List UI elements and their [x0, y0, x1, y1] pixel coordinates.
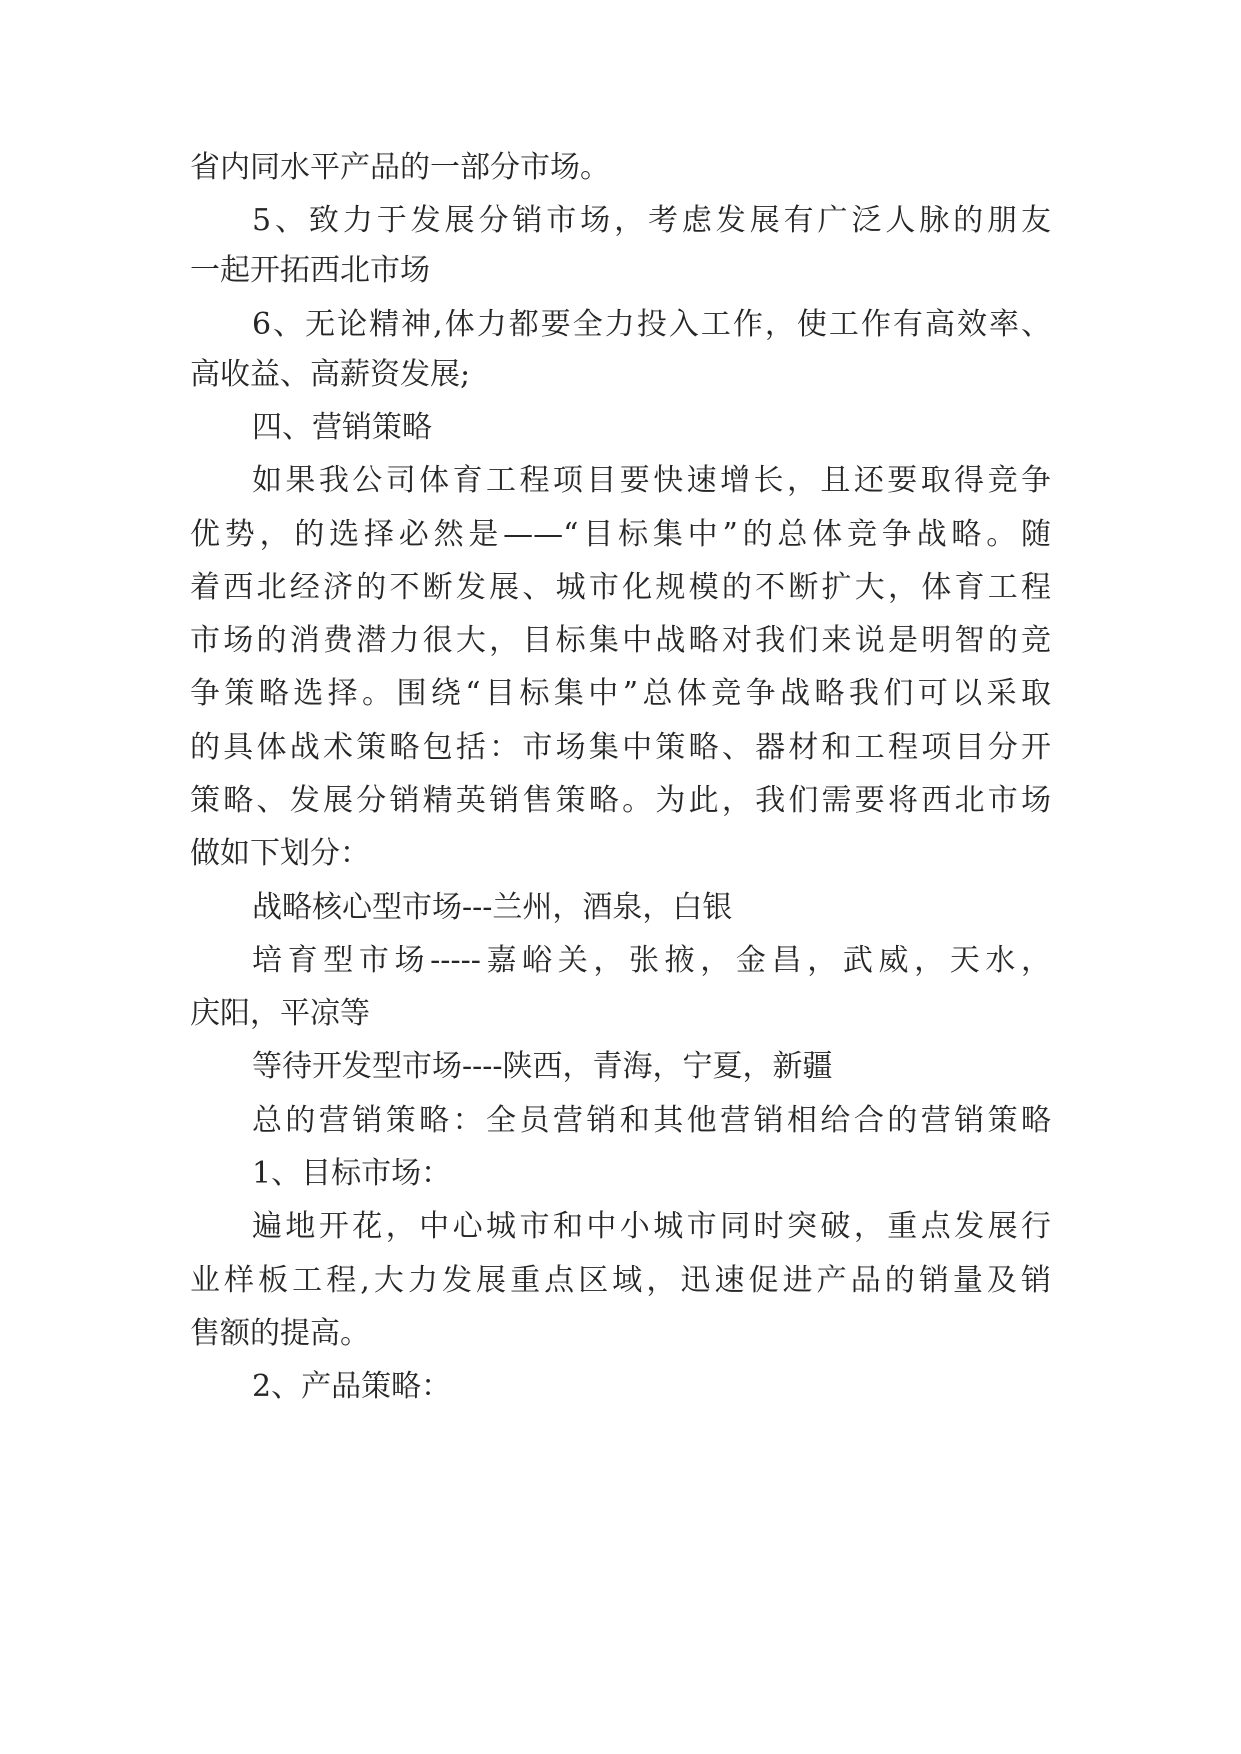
text-line: 庆阳，平凉等	[190, 996, 370, 1031]
text-line: 的具体战术策略包括：市场集中策略、器材和工程项目分开	[190, 730, 1051, 765]
text-line: 市场的消费潜力很大，目标集中战略对我们来说是明智的竞	[190, 623, 1051, 658]
text-line: 6、无论精神,体力都要全力投入工作，使工作有高效率、	[252, 307, 1051, 342]
text-line: 遍地开花，中心城市和中小城市同时突破，重点发展行	[252, 1209, 1051, 1244]
text-line: 等待开发型市场----陕西，青海，宁夏，新疆	[252, 1049, 833, 1084]
text-line: 战略核心型市场---兰州，酒泉，白银	[252, 890, 733, 925]
text-line: 做如下划分：	[190, 836, 370, 871]
text-line: 5、致力于发展分销市场，考虑发展有广泛人脉的朋友	[252, 203, 1051, 238]
text-line: 优势，的选择必然是——“目标集中”的总体竞争战略。随	[190, 517, 1051, 552]
text-line: 争策略选择。围绕“目标集中”总体竞争战略我们可以采取	[190, 676, 1051, 711]
text-line: 着西北经济的不断发展、城市化规模的不断扩大，体育工程	[190, 570, 1051, 605]
text-line: 业样板工程,大力发展重点区域，迅速促进产品的销量及销	[190, 1263, 1051, 1298]
text-line: 如果我公司体育工程项目要快速增长，且还要取得竞争	[252, 463, 1051, 498]
text-line: 总的营销策略：全员营销和其他营销相给合的营销策略	[252, 1103, 1051, 1138]
text-line: 售额的提高。	[190, 1316, 370, 1351]
text-line: 高收益、高薪资发展;	[190, 357, 471, 392]
section-heading: 1、目标市场：	[252, 1156, 452, 1191]
text-line: 省内同水平产品的一部分市场。	[190, 150, 610, 185]
text-line: 培育型市场-----嘉峪关，张掖，金昌，武威，天水，	[252, 943, 1051, 978]
section-heading: 2、产品策略：	[252, 1369, 452, 1404]
text-line: 策略、发展分销精英销售策略。为此，我们需要将西北市场	[190, 783, 1051, 818]
section-heading: 四、营销策略	[252, 410, 432, 445]
text-line: 一起开拓西北市场	[190, 253, 430, 288]
